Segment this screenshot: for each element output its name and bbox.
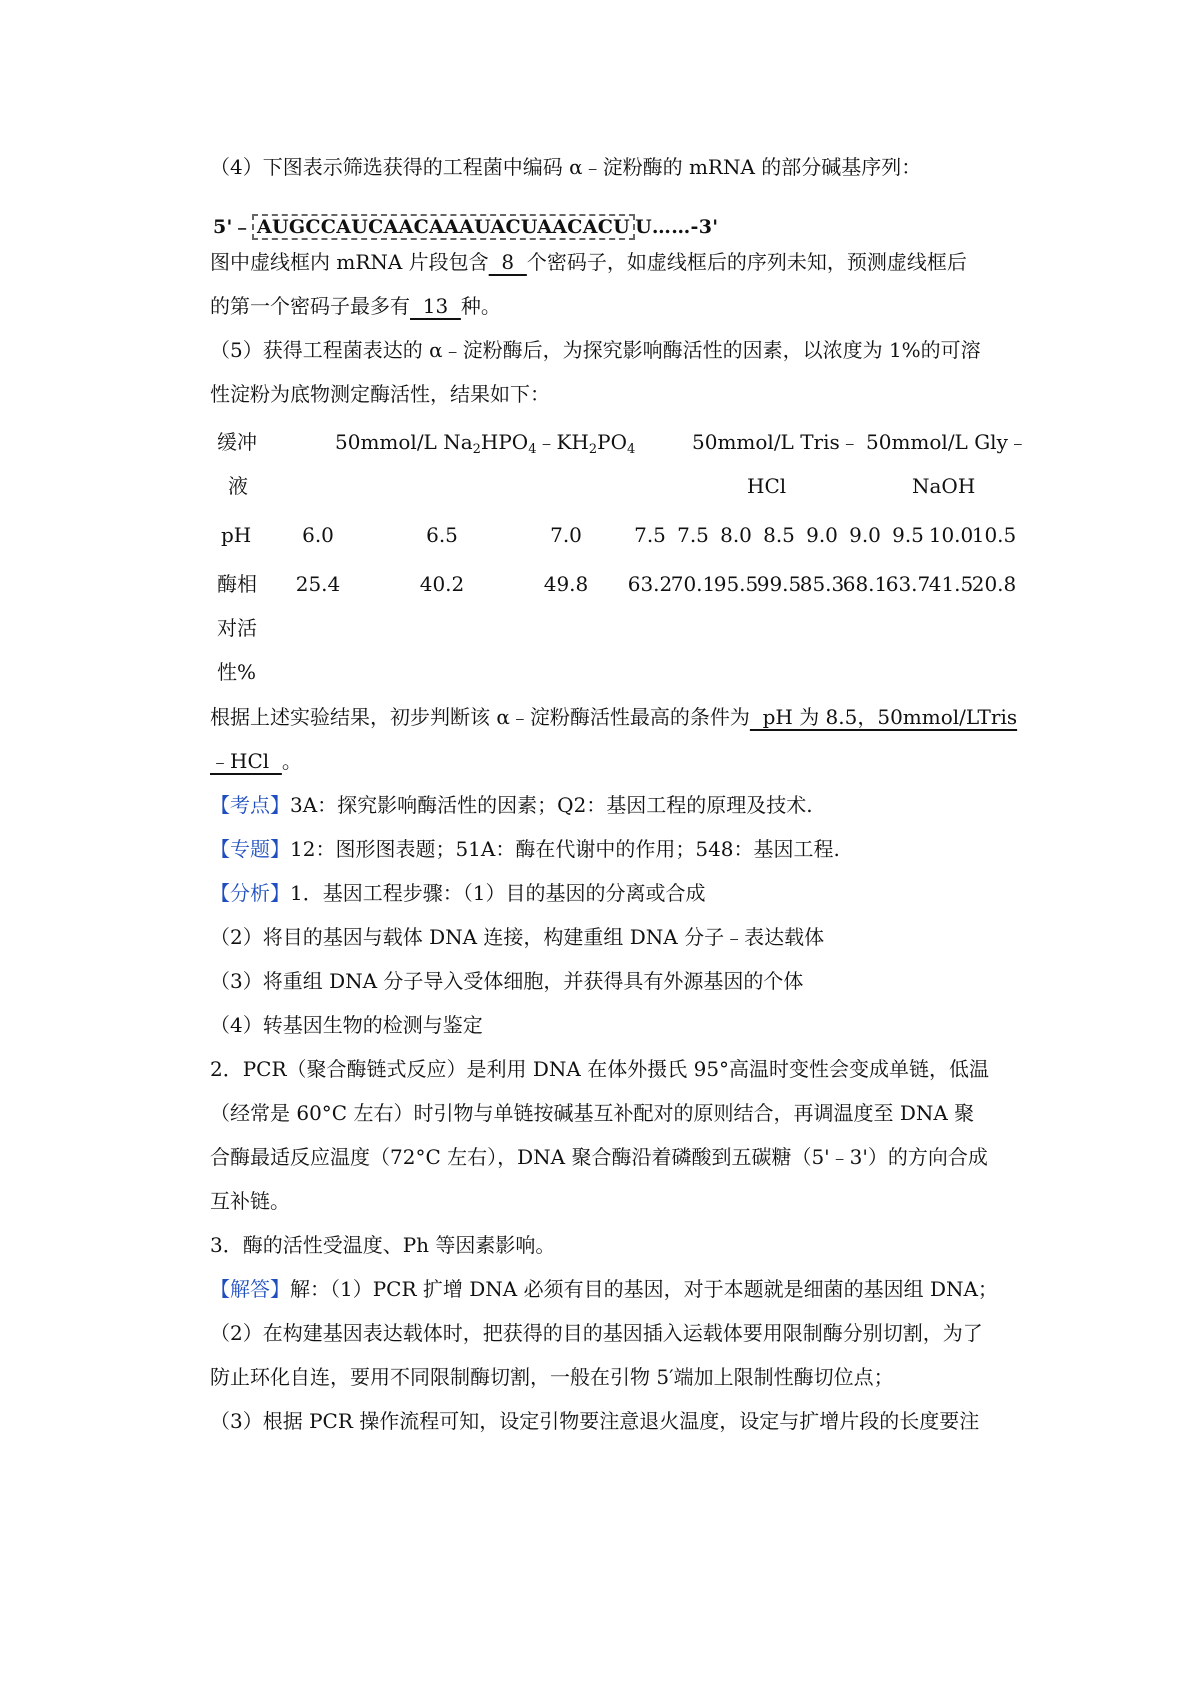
answer-codon-count: 8 (488, 250, 527, 274)
ph-cell-11: 10.0 (928, 523, 974, 547)
activity-cell-5: 70.1 (670, 572, 716, 596)
buffer-phosphate: 50mmol/L $Na_2HPO_4﹣KH_2PO_4$ (335, 430, 636, 457)
activity-cell-6: 95.5 (713, 572, 759, 596)
jieda-tag: 【解答】 (210, 1277, 290, 1301)
zhuanti-line: 【专题】12：图形图表题；51A：酶在代谢中的作用；548：基因工程. (210, 837, 840, 861)
answer-optimal-condition: pH 为 8.5，50mmol/LTris (749, 705, 1018, 729)
q5-line-2: 性淀粉为底物测定酶活性，结果如下： (210, 382, 550, 406)
answer-codon-types: 13 (410, 294, 461, 318)
row-label-buffer: 缓冲 (217, 430, 257, 454)
conclusion-line-2: ﹣HCl 。 (210, 749, 302, 773)
activity-cell-3: 49.8 (543, 572, 589, 596)
kaodian-tag: 【考点】 (210, 793, 290, 817)
jieda-line-2: （2）在构建基因表达载体时，把获得的目的基因插入运载体要用限制酶分别切割，为了 (210, 1321, 983, 1345)
fenxi-line-7: 合酶最适反应温度（72°C 左右），DNA 聚合酶沿着磷酸到五碳糖（5'﹣3'）的方向合成 (210, 1145, 988, 1169)
fenxi-line-1: 【分析】1．基因工程步骤：（1）目的基因的分离或合成 (210, 881, 706, 905)
mrna-sequence (213, 210, 718, 244)
ph-cell-4: 7.5 (634, 523, 666, 547)
jieda-line-4: （3）根据 PCR 操作流程可知，设定引物要注意退火温度，设定与扩增片段的长度要注 (210, 1409, 980, 1433)
conclusion-line-1: 根据上述实验结果，初步判断该 α﹣淀粉酶活性最高的条件为 pH 为 8.5，50mmol/LTris (210, 705, 1018, 729)
answer-optimal-condition-2: ﹣HCl (210, 749, 282, 773)
fenxi-line-5: 2．PCR（聚合酶链式反应）是利用 DNA 在体外摄氏 95°高温时变性会变成单链，低温 (210, 1057, 990, 1081)
row-label-activity-2: 对活 (217, 616, 257, 640)
q5-line-1: （5）获得工程菌表达的 α﹣淀粉酶后，为探究影响酶活性的因素，以浓度为 1%的可溶 (210, 338, 981, 362)
zhuanti-tag: 【专题】 (210, 837, 290, 861)
activity-cell-8: 85.3 (799, 572, 845, 596)
sequence-prefix: 5'﹣ (213, 216, 252, 238)
activity-cell-11: 41.5 (928, 572, 974, 596)
activity-cell-4: 63.2 (627, 572, 673, 596)
row-label-activity-3: 性% (217, 660, 257, 684)
activity-cell-1: 25.4 (295, 572, 341, 596)
jieda-line-1: 【解答】解：（1）PCR 扩增 DNA 必须有目的基因，对于本题就是细菌的基因组 DNA； (210, 1277, 998, 1301)
q4-answer-line-2: 的第一个密码子最多有 13 种。 (210, 294, 501, 318)
fenxi-line-8: 互补链。 (210, 1189, 290, 1213)
kaodian-line: 【考点】3A：探究影响酶活性的因素；Q2：基因工程的原理及技术. (210, 793, 813, 817)
ph-cell-8: 9.0 (806, 523, 838, 547)
ph-cell-2: 6.5 (426, 523, 458, 547)
activity-cell-10: 63.7 (885, 572, 931, 596)
ph-cell-1: 6.0 (302, 523, 334, 547)
row-label-ph: pH (221, 523, 252, 547)
ph-cell-5: 7.5 (677, 523, 709, 547)
ph-cell-10: 9.5 (892, 523, 924, 547)
q4-intro: （4）下图表示筛选获得的工程菌中编码 α﹣淀粉酶的 mRNA 的部分碱基序列： (210, 155, 922, 179)
buffer-gly: 50mmol/L Gly﹣ (866, 430, 1028, 454)
ph-cell-7: 8.5 (763, 523, 795, 547)
activity-cell-12: 20.8 (971, 572, 1017, 596)
fenxi-line-4: （4）转基因生物的检测与鉴定 (210, 1013, 483, 1037)
jieda-line-3: 防止环化自连，要用不同限制酶切割，一般在引物 5′端加上限制性酶切位点； (210, 1365, 894, 1389)
sequence-suffix: U……-3' (635, 216, 719, 238)
fenxi-tag: 【分析】 (210, 881, 290, 905)
ph-cell-9: 9.0 (849, 523, 881, 547)
fenxi-line-9: 3．酶的活性受温度、Ph 等因素影响。 (210, 1233, 556, 1257)
q4-answer-line-1: 图中虚线框内 mRNA 片段包含 8 个密码子，如虚线框后的序列未知，预测虚线框后 (210, 250, 967, 274)
buffer-gly-2: NaOH (912, 474, 976, 498)
sequence-dashed-box: AUGCCAUCAACAAAUACUAACACU (252, 214, 635, 240)
buffer-tris-2: HCl (747, 474, 787, 498)
ph-cell-12: 10.5 (971, 523, 1017, 547)
row-label-activity: 酶相 (217, 572, 257, 596)
buffer-tris: 50mmol/L Tris﹣ (692, 430, 860, 454)
row-label-buffer-2: 液 (228, 474, 248, 498)
fenxi-line-3: （3）将重组 DNA 分子导入受体细胞，并获得具有外源基因的个体 (210, 969, 804, 993)
activity-cell-9: 68.1 (842, 572, 888, 596)
activity-cell-2: 40.2 (419, 572, 465, 596)
fenxi-line-6: （经常是 60°C 左右）时引物与单链按碱基互补配对的原则结合，再调温度至 DNA 聚 (210, 1101, 975, 1125)
ph-cell-3: 7.0 (550, 523, 582, 547)
ph-cell-6: 8.0 (720, 523, 752, 547)
activity-cell-7: 99.5 (756, 572, 802, 596)
fenxi-line-2: （2）将目的基因与载体 DNA 连接，构建重组 DNA 分子﹣表达载体 (210, 925, 825, 949)
